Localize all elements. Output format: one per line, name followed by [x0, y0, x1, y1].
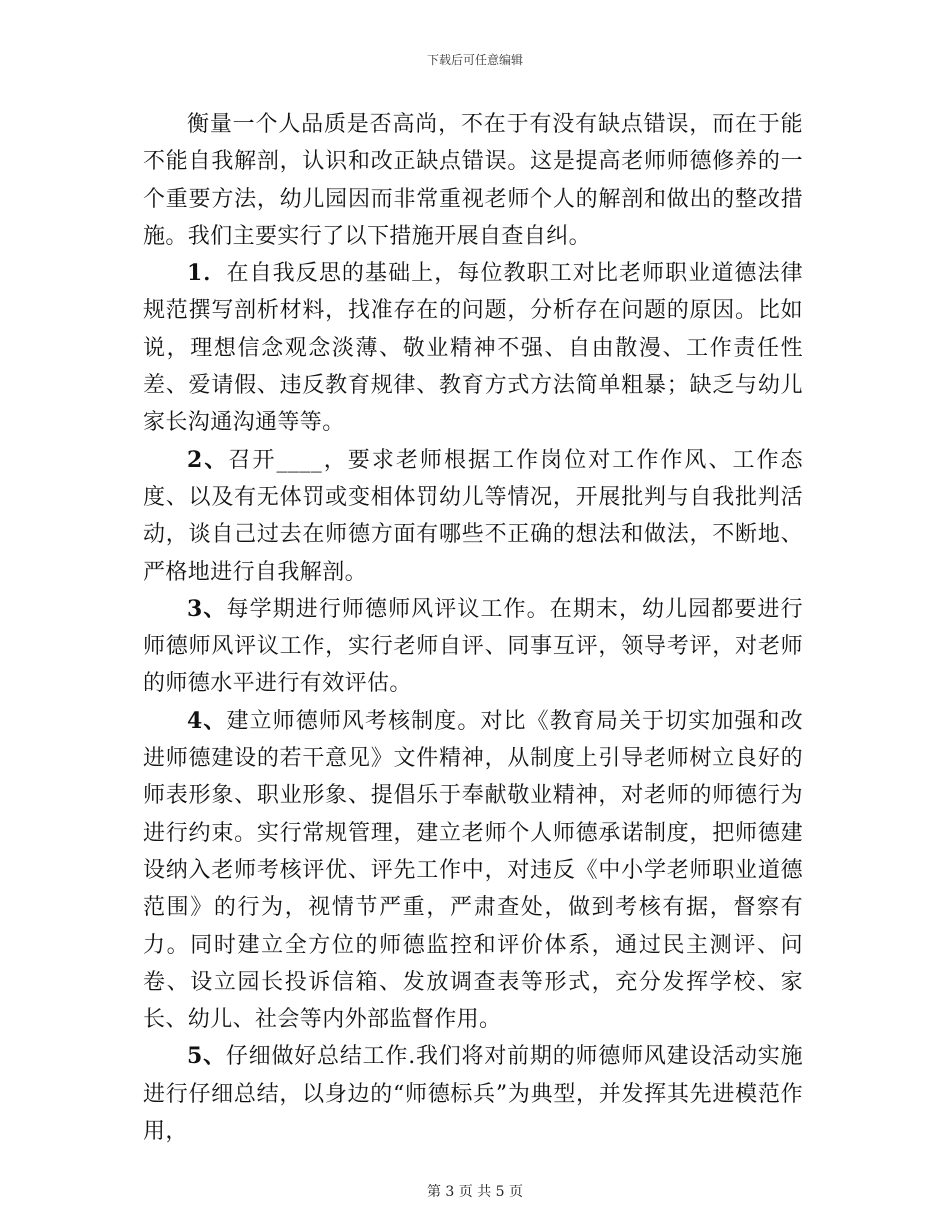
paragraph-text: 建立师德师风考核制度。对比《教育局关于切实加强和改进师德建设的若干意见》文件精神，从制度上引导老师树立良好的师表形象、职业形象、提倡乐于奉献敬业精神，对老师的师德行为进行约束。实行常规管理，建立老师个人师德承诺制度，把师德建设纳入老师考核评优、评先工作中，对违反《中小学老师职业道德范围》的行为，视情节严重，严肃查处，做到考核有据，督察有力。同时建立全方位的师德监控和评价体系，通过民主测评、问卷、设立园长投诉信箱、发放调查表等形式，充分发挥学校、家长、幼儿、社会等内外部监督作用。: [143, 708, 803, 1033]
paragraph-item-5: [143, 1038, 803, 1150]
paragraph-item-2: [143, 442, 803, 591]
paragraph-number: 1．: [187, 260, 227, 287]
paragraph-item-4: [143, 703, 803, 1039]
paragraph-item-1: [143, 255, 803, 441]
paragraph-number: 4、: [187, 707, 227, 734]
page-number: 第 3 页 共 5 页: [426, 1184, 524, 1200]
document-body: [143, 106, 803, 1150]
page-header-note: 下载后可任意编辑: [426, 53, 523, 67]
paragraph-text: 在自我反思的基础上，每位教职工对比老师职业道德法律规范撰写剖析材料，找准存在的问题，分析存在问题的原因。比如说，理想信念观念淡薄、敬业精神不强、自由散漫、工作责任性差、爱请假、违反教育规律、教育方式方法简单粗暴；缺乏与幼儿家长沟通沟通等等。: [143, 261, 803, 436]
paragraph-number: 3、: [187, 595, 227, 622]
paragraph-number: 2、: [187, 446, 229, 473]
paragraph-text: 每学期进行师德师风评议工作。在期末，幼儿园都要进行师德师风评议工作，实行老师自评、同事互评，领导考评，对老师的师德水平进行有效评估。: [143, 596, 803, 697]
paragraph-intro: [143, 106, 803, 255]
paragraph-text: 仔细做好总结工作.我们将对前期的师德师风建设活动实施进行仔细总结，以身边的“师德标兵”为典型，并发挥其先进模范作用，: [143, 1044, 803, 1145]
paragraph-text: 衡量一个人品质是否高尚，不在于有没有缺点错误，而在于能不能自我解剖，认识和改正缺点错误。这是提高老师师德修养的一个重要方法，幼儿园因而非常重视老师个人的解剖和做出的整改措施。我们主要实行了以下措施开展自查自纠。: [143, 112, 803, 249]
paragraph-item-3: [143, 591, 803, 703]
paragraph-number: 5、: [187, 1043, 226, 1070]
paragraph-text: 召开____，要求老师根据工作岗位对工作作风、工作态度、以及有无体罚或变相体罚幼儿等情况，开展批判与自我批判活动，谈自己过去在师德方面有哪些不正确的想法和做法，不断地、严格地进行自我解剖。: [143, 447, 804, 585]
